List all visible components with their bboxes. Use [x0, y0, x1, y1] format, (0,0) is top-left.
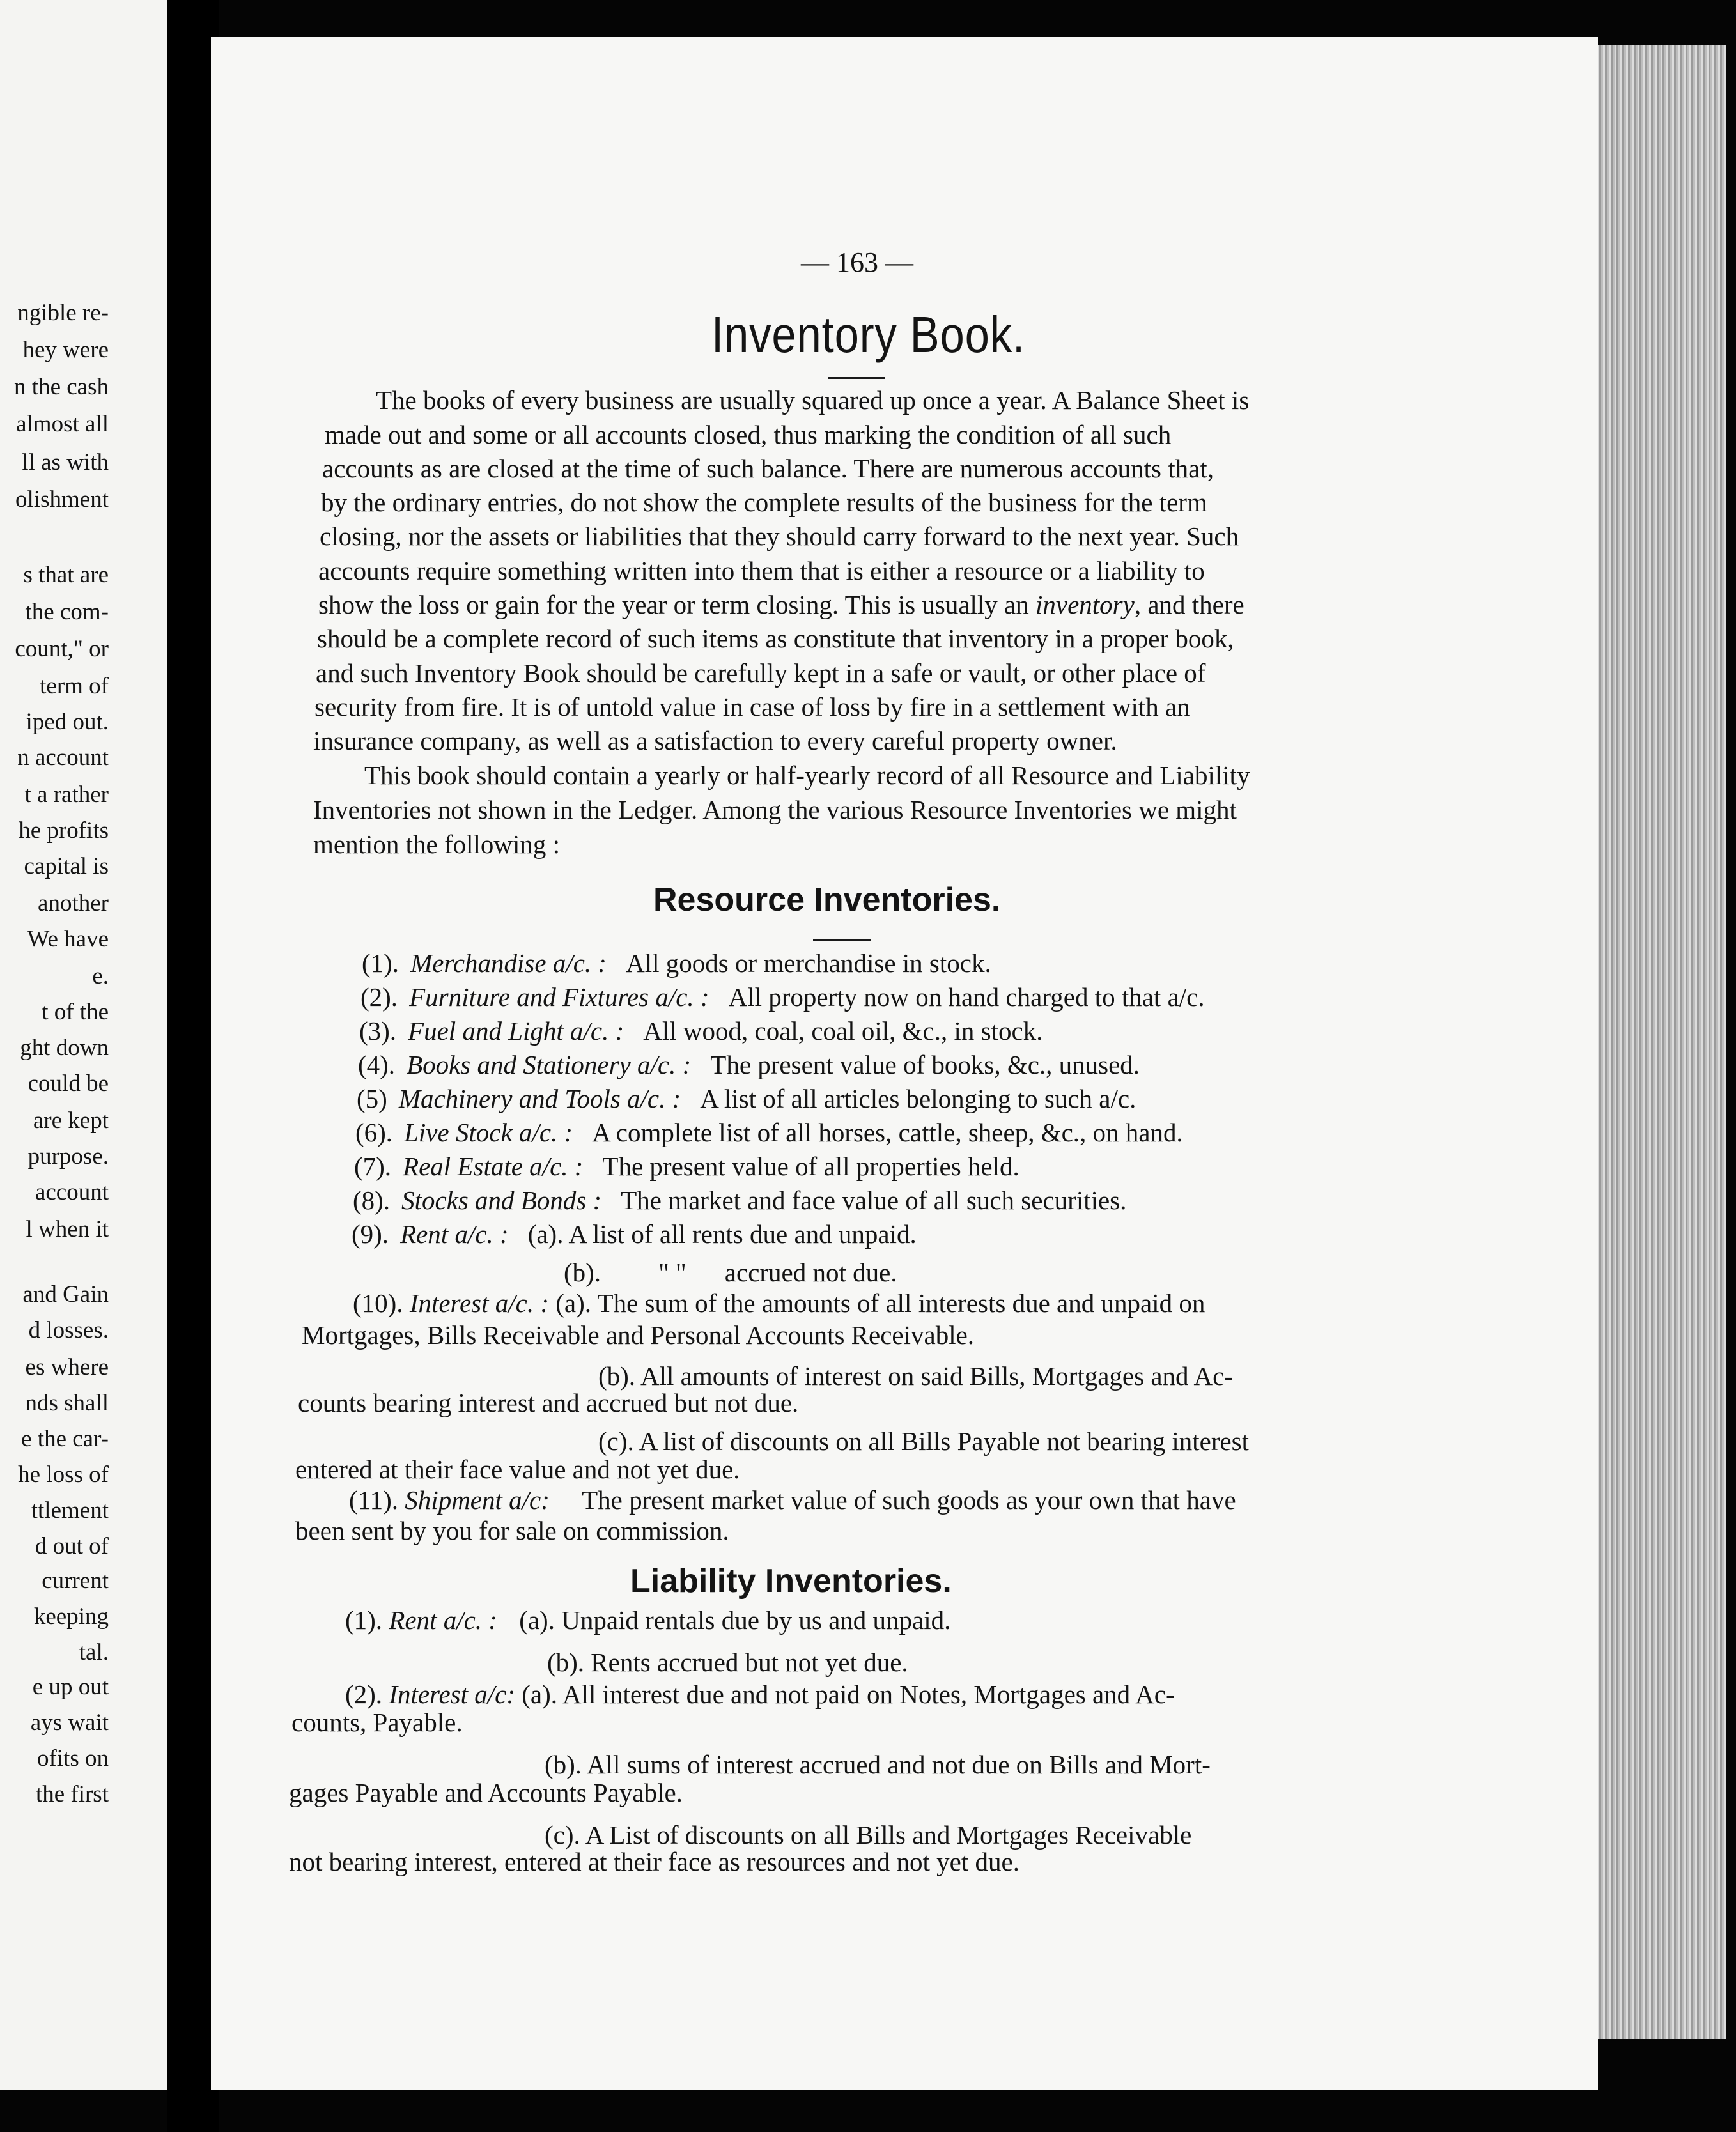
resource-item-text: All property now on hand charged to that a/c.: [728, 982, 1205, 1012]
left-page-fragment: term of: [40, 673, 109, 699]
resource-item: [352, 1219, 917, 1249]
interest-line: Mortgages, Bills Receivable and Personal Accounts Receivable.: [302, 1320, 975, 1350]
left-page-fragment: tal.: [79, 1639, 109, 1665]
interest-line: (b). All amounts of interest on said Bills, Mortgages and Ac-: [598, 1361, 1233, 1391]
resource-item-label: Books and Stationery a/c. :: [407, 1050, 692, 1079]
shipment-label: Shipment a/c:: [405, 1485, 550, 1515]
liability-interest-num: (2).: [345, 1680, 383, 1709]
resource-item-label: Merchandise a/c. :: [410, 948, 607, 978]
left-page-fragment: es where: [25, 1354, 109, 1380]
resource-item-label: Machinery and Tools a/c. :: [398, 1084, 681, 1113]
page-title: Inventory Book.: [711, 306, 1025, 363]
resource-item-label: Rent a/c. :: [400, 1219, 509, 1249]
resource-item: [360, 982, 1205, 1012]
left-page-fragment: could be: [27, 1070, 109, 1097]
left-page-fragment: ll as with: [22, 449, 109, 475]
left-page-fragment: ngible re-: [17, 300, 109, 326]
intro2-line: Inventories not shown in the Ledger. Among the various Resource Inventories we might: [313, 795, 1237, 824]
resource-item-text: (a). A list of all rents due and unpaid.: [527, 1219, 917, 1249]
resource-item-text: A list of all articles belonging to such a/c.: [700, 1084, 1136, 1113]
resource-item-text: A complete list of all horses, cattle, sheep, &c., on hand.: [592, 1118, 1183, 1147]
left-page-fragment: ofits on: [36, 1745, 109, 1772]
resource-item-text: All wood, coal, coal oil, &c., in stock.: [643, 1016, 1043, 1046]
left-page-fragment: ght down: [20, 1035, 109, 1061]
left-page-fragment: hey were: [22, 337, 109, 363]
left-page-fragment: account: [35, 1179, 109, 1205]
intro-line: insurance company, as well as a satisfaction to every careful property owner.: [313, 726, 1117, 755]
resource-rule: [813, 939, 871, 941]
resource-item-label: Real Estate a/c. :: [403, 1152, 584, 1181]
resource-item-number: (1).: [362, 948, 399, 978]
intro-line: by the ordinary entries, do not show the complete results of the business for the term: [321, 488, 1207, 517]
page-edges: [1592, 45, 1726, 2039]
resource-item: [354, 1152, 1019, 1181]
resource-item-number: (5): [357, 1084, 387, 1113]
left-page-fragment: d losses.: [28, 1317, 109, 1343]
intro-line: The books of every business are usually squared up once a year. A Balance Sheet is: [376, 385, 1250, 415]
intro-line: should be a complete record of such items as constitute that inventory in a proper book,: [317, 624, 1234, 653]
liability-interest-label: Interest a/c:: [389, 1680, 516, 1709]
resource-item-label: Stocks and Bonds :: [401, 1186, 602, 1215]
left-page-fragment: another: [38, 890, 109, 916]
resource-item-text: The present value of books, &c., unused.: [710, 1050, 1140, 1079]
intro-line: made out and some or all accounts closed, thus marking the condition of all such: [325, 420, 1172, 449]
left-page-fragment: and Gain: [22, 1281, 109, 1308]
resource-item-number: (6).: [355, 1118, 393, 1147]
liability-rent-line: (b). Rents accrued but not yet due.: [547, 1648, 908, 1677]
left-page-fragment: n account: [17, 745, 109, 771]
resource-item-number: (4).: [358, 1050, 396, 1079]
liability-interest-line: gages Payable and Accounts Payable.: [289, 1778, 683, 1807]
resource-item: [357, 1084, 1136, 1113]
left-page-fragment: current: [42, 1568, 109, 1594]
intro2-line: This book should contain a yearly or half-yearly record of all Resource and Liability: [364, 761, 1250, 790]
intro-line: security from fire. It is of untold value in case of loss by fire in a settlement with an: [314, 692, 1190, 722]
resource-item-number: (3).: [359, 1016, 397, 1046]
rent-b-text: accrued not due.: [724, 1258, 897, 1287]
left-page-fragment: count," or: [15, 636, 109, 662]
intro-line: accounts as are closed at the time of such balance. There are numerous accounts that,: [322, 454, 1214, 483]
liability-interest-a: (a). All interest due and not paid on Notes, Mortgages and Ac-: [522, 1680, 1175, 1709]
interest-line: entered at their face value and not yet due.: [295, 1455, 740, 1484]
left-page-fragment: iped out.: [26, 709, 109, 735]
left-page-fragment: he loss of: [18, 1462, 109, 1488]
intro-line: and such Inventory Book should be carefully kept in a safe or vault, or other place of: [316, 658, 1206, 688]
shipment-line: [349, 1485, 1236, 1515]
liability-rent-a: (a). Unpaid rentals due by us and unpaid.: [519, 1605, 951, 1635]
resource-item: [353, 1186, 1126, 1215]
intro-italic-word: inventory: [1035, 590, 1135, 619]
rent-b-line: [564, 1258, 897, 1287]
resource-item-text: The present value of all properties held.: [602, 1152, 1019, 1181]
intro-line: [318, 590, 1244, 619]
resource-item-text: The market and face value of all such securities.: [621, 1186, 1127, 1215]
left-page-fragment: n the cash: [14, 374, 109, 400]
intro-line: closing, nor the assets or liabilities that they should carry forward to the next year. Such: [320, 521, 1239, 551]
resource-item-number: (9).: [352, 1219, 389, 1249]
shipment-line: been sent by you for sale on commission.: [295, 1516, 729, 1545]
resource-item: [362, 948, 991, 978]
title-rule: [828, 377, 885, 379]
liability-interest-line: not bearing interest, entered at their face as resources and not yet due.: [289, 1847, 1019, 1876]
resource-item: [355, 1118, 1183, 1147]
liability-interest-line: [345, 1680, 1175, 1709]
left-page-fragment: are kept: [33, 1108, 109, 1134]
interest-line: counts bearing interest and accrued but not due.: [298, 1388, 799, 1417]
left-page-fragment: d out of: [35, 1533, 109, 1559]
left-page-fragment: e up out: [32, 1674, 109, 1700]
left-page-fragment: capital is: [24, 853, 109, 879]
left-page-fragment: We have: [27, 926, 109, 952]
resource-item-number: (2).: [360, 982, 398, 1012]
left-page-fragment: the com-: [25, 599, 109, 625]
resource-item-label: Furniture and Fixtures a/c. :: [409, 982, 709, 1012]
left-page-fragment: the first: [35, 1781, 109, 1807]
left-page-fragment: e.: [92, 963, 109, 989]
left-page-fragment: l when it: [26, 1216, 109, 1242]
intro2-line: mention the following :: [313, 830, 561, 859]
shipment-text: The present market value of such goods as your own that have: [582, 1485, 1236, 1515]
intro-line: accounts require something written into them that is either a resource or a liability to: [318, 556, 1205, 585]
interest-num: (10).: [353, 1288, 403, 1318]
interest-a: (a). The sum of the amounts of all interests due and unpaid on: [555, 1288, 1205, 1318]
left-page-fragment: purpose.: [27, 1143, 109, 1170]
left-page-fragment: ays wait: [30, 1710, 109, 1736]
left-page-fragment: t of the: [42, 999, 109, 1025]
left-page-fragment: s that are: [23, 562, 109, 588]
resource-item-label: Live Stock a/c. :: [404, 1118, 573, 1147]
interest-label: Interest a/c. :: [409, 1288, 550, 1318]
resource-item-label: Fuel and Light a/c. :: [408, 1016, 624, 1046]
intro-line-text: show the loss or gain for the year or term closing. This is usually an: [318, 590, 1029, 619]
left-page-fragment: ttlement: [31, 1497, 109, 1524]
interest-line: [353, 1288, 1205, 1318]
resource-heading: Resource Inventories.: [653, 881, 1001, 918]
resource-item: [359, 1016, 1042, 1046]
left-page-fragment: almost all: [16, 411, 109, 437]
left-page-fragment: nds shall: [25, 1390, 109, 1416]
liability-interest-line: (c). A List of discounts on all Bills and Mortgages Receivable: [545, 1820, 1192, 1850]
rent-b-ditto: " ": [658, 1258, 686, 1287]
left-page-fragment: he profits: [19, 817, 109, 844]
liability-rent-line: [345, 1605, 950, 1635]
rent-b-prefix: (b).: [564, 1258, 601, 1287]
resource-item-text: All goods or merchandise in stock.: [626, 948, 991, 978]
left-page: [0, 0, 167, 2090]
resource-item-number: (8).: [353, 1186, 391, 1215]
interest-line: (c). A list of discounts on all Bills Payable not bearing interest: [598, 1426, 1250, 1456]
liability-heading: Liability Inventories.: [630, 1563, 952, 1600]
intro-line-tail: , and there: [1134, 590, 1244, 619]
left-page-fragment: olishment: [15, 486, 109, 513]
left-page-fragment: e the car-: [21, 1426, 109, 1452]
page-number: — 163 —: [801, 247, 913, 278]
liability-interest-line: counts, Payable.: [291, 1708, 463, 1737]
liability-rent-label: Rent a/c. :: [389, 1605, 497, 1635]
left-page-fragment: keeping: [33, 1603, 109, 1630]
resource-item-number: (7).: [354, 1152, 392, 1181]
liability-interest-line: (b). All sums of interest accrued and not due on Bills and Mort-: [545, 1750, 1211, 1779]
liability-rent-num: (1).: [345, 1605, 383, 1635]
left-page-fragment: t a rather: [24, 782, 109, 808]
shipment-num: (11).: [349, 1485, 399, 1515]
resource-item: [358, 1050, 1140, 1079]
